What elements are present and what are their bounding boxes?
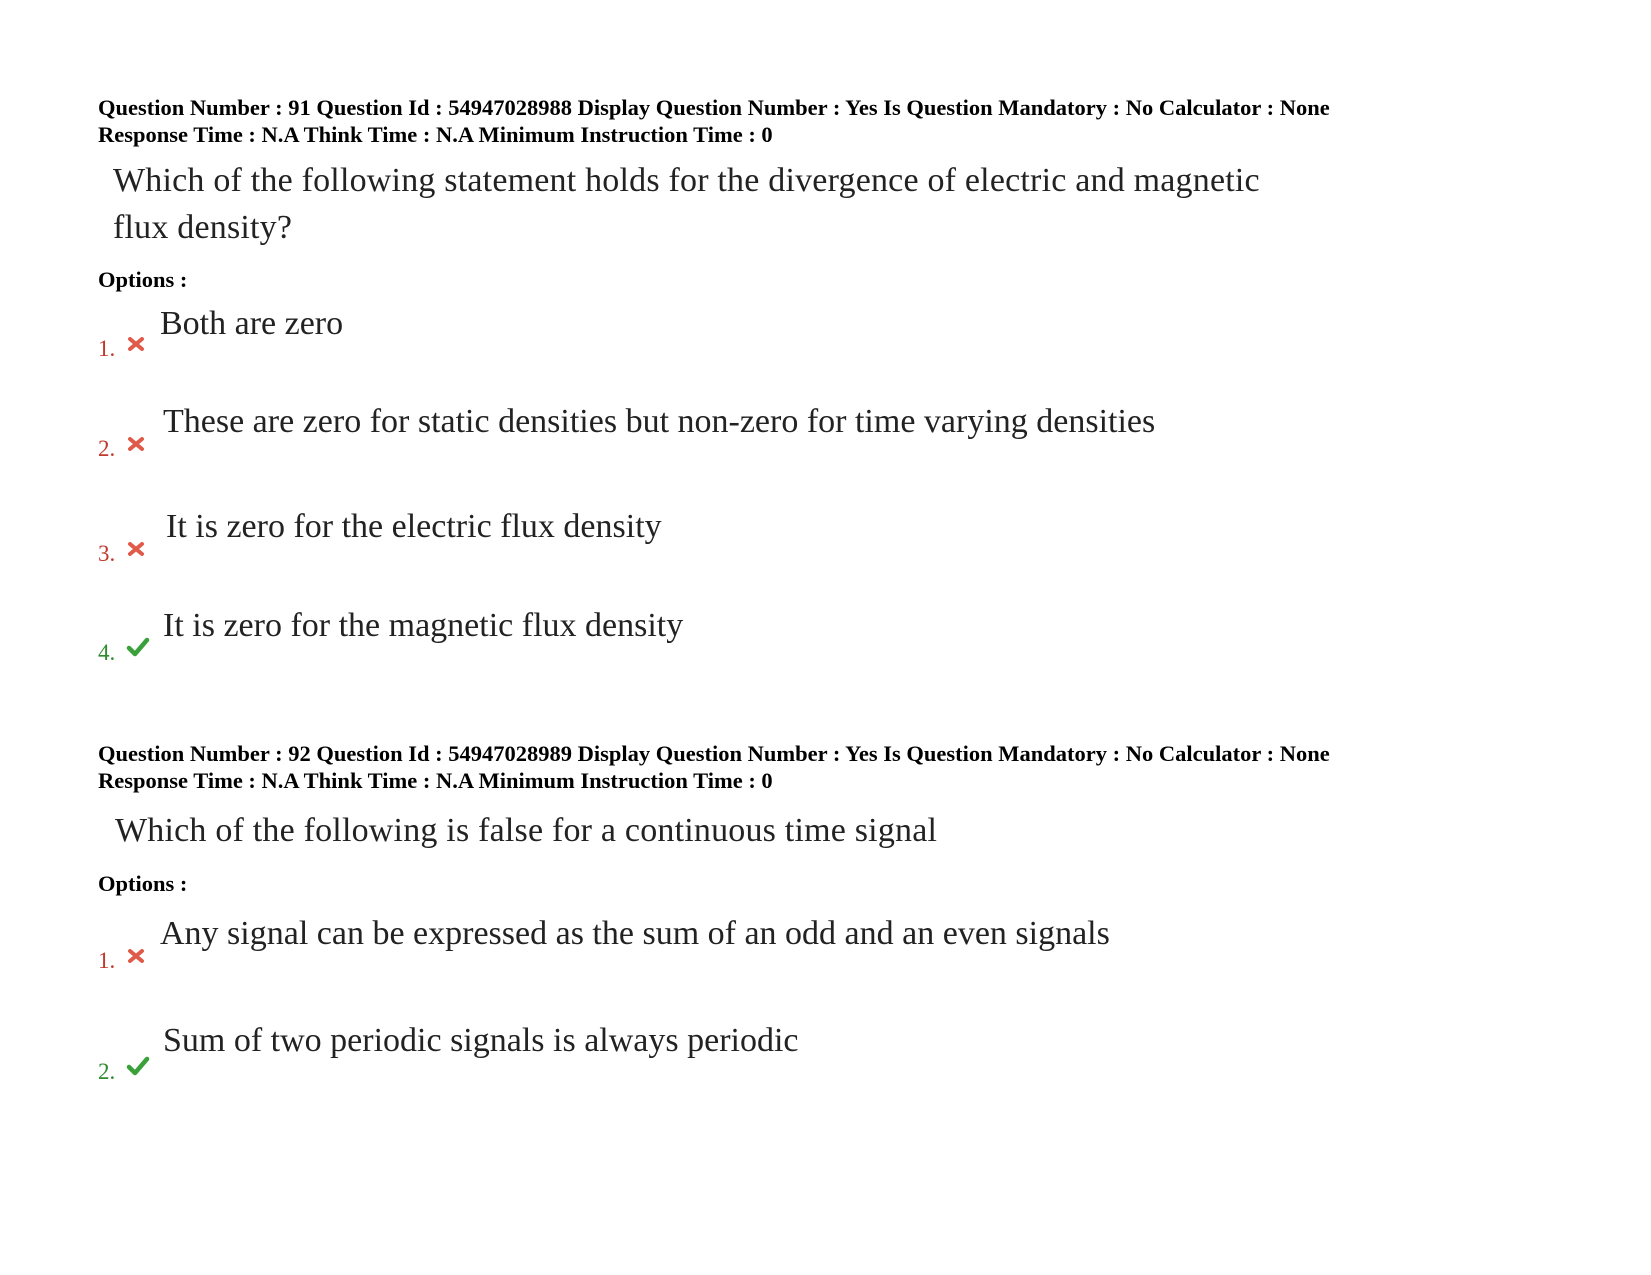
option-number: 3.: [98, 541, 116, 566]
question-text-line1: Which of the following is false for a continuous time signal: [115, 812, 938, 849]
option-text: Both are zero: [160, 305, 344, 342]
option-text: Any signal can be expressed as the sum of an odd and an even signals: [160, 915, 1110, 952]
option-text: Sum of two periodic signals is always periodic: [163, 1022, 799, 1059]
check-icon: [126, 636, 150, 658]
option-4: [98, 607, 1548, 684]
option-2: [98, 1022, 1548, 1103]
option-1: [98, 305, 1548, 380]
option-number: 2.: [98, 436, 116, 461]
options-label: Options :: [98, 267, 188, 292]
option-text: These are zero for static densities but non-zero for time varying densities: [163, 403, 1156, 440]
question-meta-line2: Response Time : N.A Think Time : N.A Minimum Instruction Time : 0: [98, 122, 773, 147]
question-meta-line1: Question Number : 92 Question Id : 54947028989 Display Question Number : Yes Is Question Mandatory : No Calculator : None: [98, 741, 1330, 766]
option-number: 1.: [98, 948, 116, 973]
cross-icon: [126, 434, 146, 454]
option-number: 4.: [98, 640, 116, 665]
check-icon: [126, 1055, 150, 1077]
option-2: [98, 403, 1548, 480]
option-text: It is zero for the magnetic flux density: [163, 607, 684, 644]
question-text-line2: flux density?: [113, 209, 293, 246]
cross-icon: [126, 334, 146, 354]
option-1: [98, 915, 1548, 992]
option-text: It is zero for the electric flux density: [166, 508, 662, 545]
options-label: Options :: [98, 871, 188, 896]
question-meta-line2: Response Time : N.A Think Time : N.A Minimum Instruction Time : 0: [98, 768, 773, 793]
question-text-line1: Which of the following statement holds for the divergence of electric and magnetic: [113, 162, 1260, 199]
option-number: 1.: [98, 336, 116, 361]
option-3: [98, 508, 1548, 585]
option-number: 2.: [98, 1059, 116, 1084]
question-meta-line1: Question Number : 91 Question Id : 54947028988 Display Question Number : Yes Is Question Mandatory : No Calculator : None: [98, 95, 1330, 120]
cross-icon: [126, 539, 146, 559]
cross-icon: [126, 946, 146, 966]
